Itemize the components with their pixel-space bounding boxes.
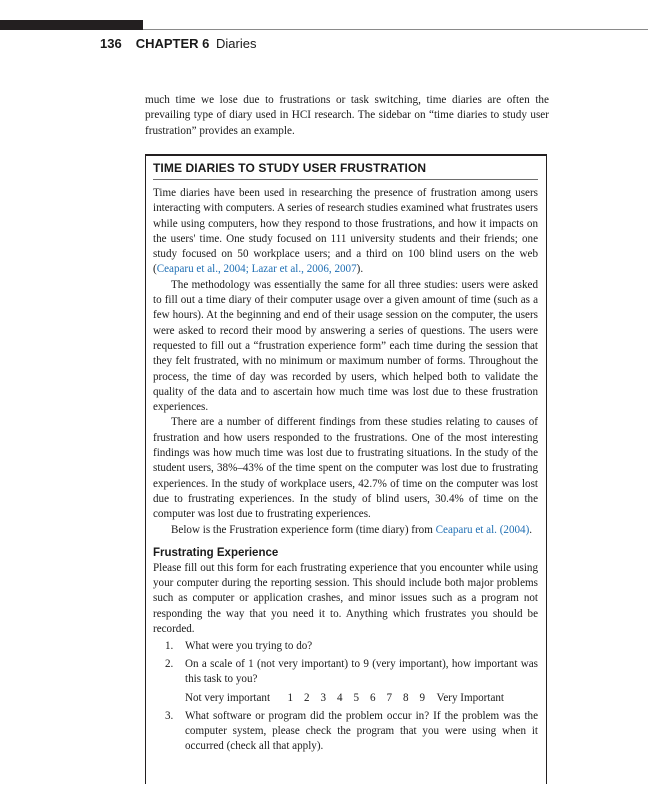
scale-right-label: Very Important bbox=[436, 692, 505, 705]
paragraph-1-text: Time diaries have been used in researching the presence of frustration among users interacting with computers. A series of research studies examined what frustrates users while using computers, how they respond to those frustrations, and how it impacts on the users' time. One study focused on 111 university students and their friends; one study focused on 50 workplace users; and a third on 100 blind users on the web ( bbox=[153, 187, 538, 276]
question-text: On a scale of 1 (not very important) to 9 (very important), how important was this task to you? bbox=[185, 657, 538, 685]
sidebar-paragraph-2: The methodology was essentially the same for all three studies: users were asked to fill out a time diary of their computer usage over a given amount of time (such as a few hours). At the beginning and end of their usage session on the computer, the users were asked to record their mood by answering a series of questions. The users were requested to fill out a “frustration experience form” each time during the session that they felt frustrated, with no minimum or maximum number of forms. Throughout the process, the time of day was recorded by users, which helped both to validate the quality of the data and to ascertain how much time was lost due to these frustration experiences. bbox=[153, 278, 538, 414]
form-intro: Please fill out this form for each frustrating experience that you encounter while using your computer during the reporting session. This should include both major problems such as computer or application crashes, and minor issues such as a program not responding the way that you need it to. Anything which frustrates you should be recorded. bbox=[153, 561, 538, 636]
scale-option-4[interactable]: 4 bbox=[337, 692, 343, 705]
scale-left-label: Not very important bbox=[185, 692, 271, 705]
chapter-label: CHAPTER 6 bbox=[135, 36, 210, 51]
question-text: What were you trying to do? bbox=[185, 640, 313, 653]
form-heading: Frustrating Experience bbox=[153, 546, 279, 559]
citation-link-1[interactable]: Ceaparu et al., 2004; Lazar et al., 2006, 2007 bbox=[156, 263, 357, 276]
sidebar-body bbox=[153, 186, 538, 754]
scale-option-9[interactable]: 9 bbox=[419, 692, 426, 705]
question-list bbox=[153, 639, 538, 754]
question-item-1 bbox=[153, 639, 538, 654]
scale-option-5[interactable]: 5 bbox=[353, 692, 360, 705]
paragraph-4-end: . bbox=[529, 523, 533, 536]
sidebar-paragraph-3: There are a number of different findings from these studies relating to causes of frustration and how users responded to the frustrations. One of the most interesting findings was how much time was lost due to frustrating situations. In the study of the student users, 38%–43% of the time spent on the computer was lost due to frustrating experiences. In the study of workplace users, 42.7% of time on the computer was lost due to frustrating experiences. In the study of blind users, 30.4% of time on the computer was lost due to frustrating experiences. bbox=[153, 416, 538, 521]
intro-paragraph bbox=[145, 93, 549, 139]
scale-option-8[interactable]: 8 bbox=[403, 692, 409, 705]
scale-option-3[interactable]: 3 bbox=[320, 692, 327, 705]
paragraph-4-text: Below is the Frustration experience form (time diary) from bbox=[171, 523, 436, 536]
question-number: 1. bbox=[165, 640, 174, 653]
chapter-title: Diaries bbox=[216, 36, 257, 51]
scale-option-2[interactable]: 2 bbox=[304, 692, 310, 705]
question-text: What software or program did the problem occur in? If the problem was the computer system, please check the program that you were using when it occurred (check all that apply). bbox=[185, 709, 538, 753]
scale-option-6[interactable]: 6 bbox=[370, 692, 376, 705]
question-item-3 bbox=[153, 709, 538, 755]
sidebar-paragraph-1 bbox=[153, 186, 538, 278]
running-head bbox=[100, 36, 256, 52]
question-item-2 bbox=[153, 657, 538, 707]
scale-option-1[interactable]: 1 bbox=[287, 692, 294, 705]
sidebar-box bbox=[145, 154, 547, 784]
page-number: 136 bbox=[100, 36, 122, 51]
paragraph-1-end: ). bbox=[356, 263, 364, 276]
sidebar-paragraph-4 bbox=[153, 523, 538, 538]
intro-text: much time we lose due to frustrations or task switching, time diaries are often the prevailing type of diary used in HCI research. The sidebar on “time diaries to study user frustration” provides an example. bbox=[145, 94, 549, 137]
question-number: 2. bbox=[165, 657, 174, 670]
citation-link-2[interactable]: Ceaparu et al. (2004) bbox=[435, 523, 530, 536]
sidebar-title: TIME DIARIES TO STUDY USER FRUSTRATION bbox=[153, 156, 538, 180]
importance-scale bbox=[185, 691, 538, 706]
scale-option-7[interactable]: 7 bbox=[386, 692, 393, 705]
header-bar bbox=[0, 20, 143, 30]
question-number: 3. bbox=[165, 709, 174, 722]
header-rule bbox=[143, 29, 648, 30]
